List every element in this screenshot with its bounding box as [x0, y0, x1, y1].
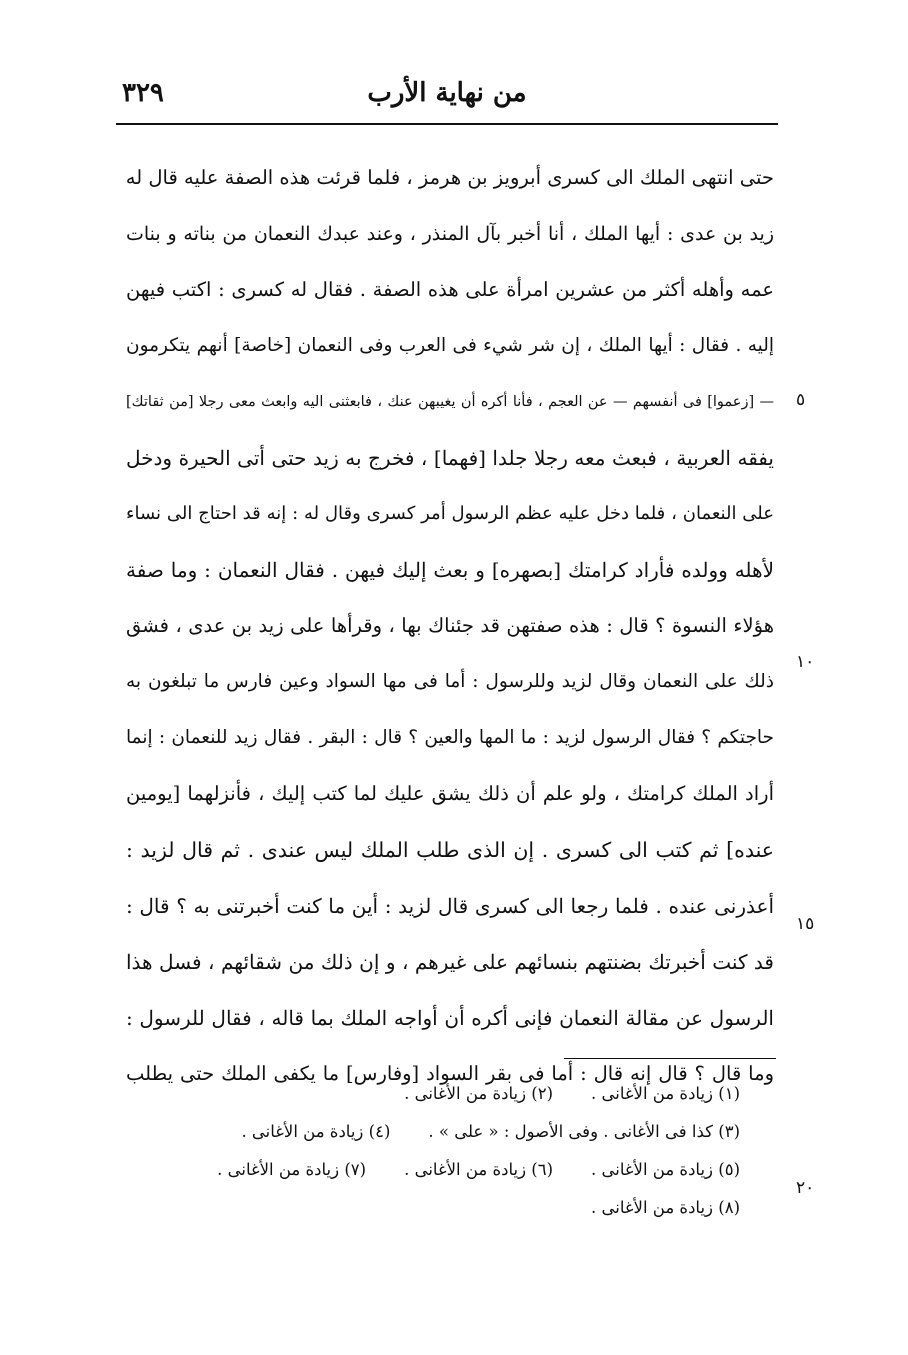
- footnote-row: [150, 1075, 740, 1113]
- page-number: ٣٢٩: [122, 78, 164, 108]
- text-line: أراد الملك كرامتك ، ولو علم أن ذلك يشق عليك لما كتب إليك ، فأنزلهما [يومين: [126, 782, 774, 805]
- text-line: أعذرنى عنده . فلما رجعا الى كسرى قال لزيد : أين ما كنت أخبرتنى به ؟ قال :: [126, 894, 774, 918]
- footnote: (١) زيادة من الأغانى .: [591, 1084, 740, 1103]
- footnote-row: [150, 1151, 740, 1189]
- line-number-15: ١٥: [796, 914, 815, 934]
- text-line: وما قال ؟ قال إنه قال : أما فى بقر السواد [وفارس] ما يكفى الملك حتى يطلب: [126, 1062, 774, 1085]
- footnote: (٧) زيادة من الأغانى .: [217, 1160, 367, 1179]
- line-number-10: ١٠: [796, 652, 815, 672]
- footnote: (٤) زيادة من الأغانى .: [241, 1122, 391, 1141]
- footnote: (٦) زيادة من الأغانى .: [404, 1160, 554, 1179]
- line-number-20: ٢٠: [796, 1178, 815, 1198]
- text-line: لأهله وولده فأراد كرامتك [بصهره] و بعث إليك فيهن . فقال النعمان : وما صفة: [126, 558, 774, 582]
- text-line: ذلك على النعمان وقال لزيد وللرسول : أما فى مها السواد وعين فارس ما تبلغون به: [126, 671, 774, 692]
- text-line: عنده] ثم كتب الى كسرى . إن الذى طلب الملك ليس عندى . ثم قال لزيد :: [126, 838, 774, 862]
- text-line: الرسول عن مقالة النعمان فإنى أكره أن أواجه الملك بما قاله ، فقال للرسول :: [126, 1006, 774, 1030]
- text-line: قد كنت أخبرتك بضنتهم بنسائهم على غيرهم ، و إن ذلك من شقائهم ، فسل هذا: [126, 950, 774, 974]
- text-line: زيد بن عدى : أيها الملك ، أنا أخبر بآل المنذر ، وعند عبدك النعمان من بناته و بنات: [126, 223, 774, 245]
- footnote: (٢) زيادة من الأغانى .: [404, 1084, 554, 1103]
- main-text: [126, 150, 774, 1102]
- footnote-row: [150, 1113, 740, 1151]
- text-line: حتى انتهى الملك الى كسرى أبرويز بن هرمز ، فلما قرئت هذه الصفة عليه قال له: [126, 166, 774, 189]
- line-number-5: ٥: [796, 390, 806, 410]
- footnote-rule: [564, 1058, 776, 1059]
- text-line: إليه . فقال : أيها الملك ، إن شر شيء فى العرب وفى النعمان [خاصة] أنهم يتكرمون: [126, 335, 774, 356]
- text-line: هؤلاء النسوة ؟ قال : هذه صفتهن قد جئناك بها ، وقرأها على زيد بن عدى ، فشق: [126, 614, 774, 637]
- footnote-row: [150, 1189, 740, 1227]
- text-line: على النعمان ، فلما دخل عليه عظم الرسول أمر كسرى وقال له : إنه قد احتاج الى نساء: [126, 503, 774, 524]
- text-line: — [زعموا] فى أنفسهم — عن العجم ، فأنا أكره أن يغيبهن عنك ، فابعثنى اليه وابعث معى رجلا [من ثقاتك]: [126, 394, 774, 410]
- text-line: عمه وأهله أكثر من عشرين امرأة على هذه الصفة . فقال له كسرى : اكتب فيهن: [126, 278, 774, 301]
- text-line: حاجتكم ؟ فقال الرسول لزيد : ما المها والعين ؟ قال : البقر . فقال زيد للنعمان : إنما: [126, 727, 774, 748]
- page-header: [118, 78, 776, 114]
- header-rule: [116, 123, 778, 125]
- footnote: (٥) زيادة من الأغانى .: [591, 1160, 740, 1179]
- running-title: من نهاية الأرب: [367, 78, 527, 108]
- footnote: (٨) زيادة من الأغانى .: [591, 1198, 740, 1217]
- text-line: يفقه العربية ، فبعث معه رجلا جلدا [فهما] ، فخرج به زيد حتى أتى الحيرة ودخل: [126, 446, 774, 470]
- footnote: (٣) كذا فى الأغانى . وفى الأصول : « على » .: [428, 1122, 740, 1141]
- footnotes: [150, 1075, 740, 1227]
